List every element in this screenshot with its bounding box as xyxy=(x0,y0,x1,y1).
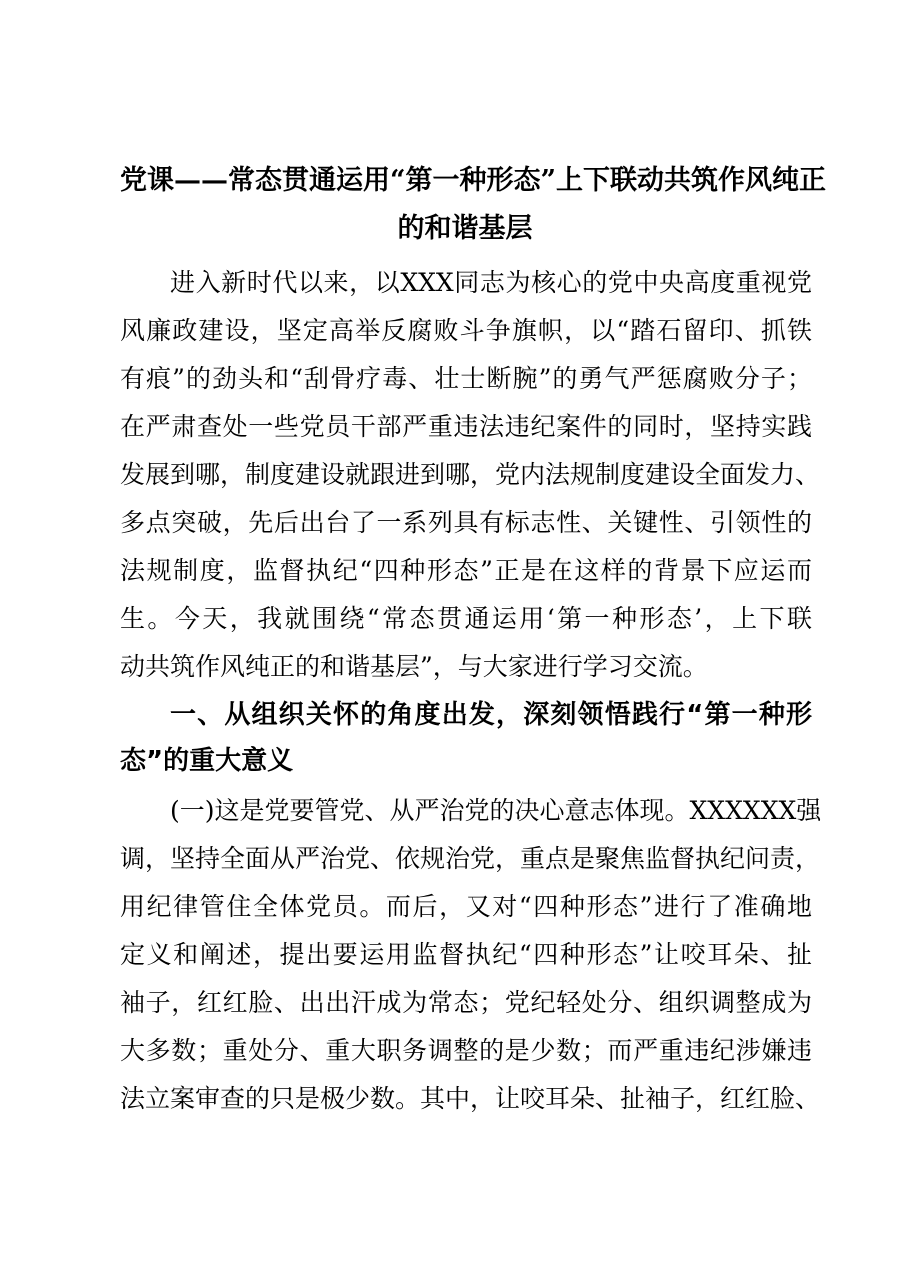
document-title-line-1: 党课——常态贯通运用“第一种形态”上下联动共筑作风纯正 xyxy=(120,165,827,196)
intro-paragraph-line: 风廉政建设，坚定高举反腐败斗争旗帜，以“踏石留印、抓铁 xyxy=(120,316,812,345)
document-title-line-2: 的和谐基层 xyxy=(397,213,533,244)
subsection-paragraph-line: 法立案审查的只是极少数。其中，让咬耳朵、扯袖子，红红脸、 xyxy=(120,1084,821,1113)
intro-paragraph-line: 法规制度，监督执纪“四种形态”正是在这样的背景下应运而 xyxy=(120,556,812,585)
intro-paragraph-line: 进入新时代以来，以XXX同志为核心的党中央高度重视党 xyxy=(170,268,812,297)
intro-paragraph-line: 有痕”的劲头和“刮骨疗毒、壮士断腕”的勇气严惩腐败分子； xyxy=(120,364,812,393)
intro-paragraph-line: 发展到哪，制度建设就跟进到哪，党内法规制度建设全面发力、 xyxy=(120,460,821,489)
section-heading-line-1: 一、从组织关怀的角度出发，深刻领悟践行“第一种形 xyxy=(170,700,812,730)
intro-paragraph-line: 在严肃查处一些党员干部严重违法违纪案件的同时，坚持实践 xyxy=(120,412,812,441)
subsection-paragraph-line: 定义和阐述，提出要运用监督执纪“四种形态”让咬耳朵、扯 xyxy=(120,940,812,969)
subsection-paragraph-line: 用纪律管住全体党员。而后，又对“四种形态”进行了准确地 xyxy=(120,892,812,921)
subsection-paragraph-line: 袖子，红红脸、出出汗成为常态；党纪轻处分、组织调整成为 xyxy=(120,988,812,1017)
section-heading-line-2: 态”的重大意义 xyxy=(120,746,294,776)
subsection-paragraph-line: 大多数；重处分、重大职务调整的是少数；而严重违纪涉嫌违 xyxy=(120,1036,812,1065)
subsection-paragraph-line: 调，坚持全面从严治党、依规治党，重点是聚焦监督执纪问责， xyxy=(120,844,821,873)
subsection-paragraph-line: (一)这是党要管党、从严治党的决心意志体现。XXXXXX强 xyxy=(170,796,822,825)
intro-paragraph-line: 动共筑作风纯正的和谐基层”，与大家进行学习交流。 xyxy=(120,652,708,681)
intro-paragraph-line: 多点突破，先后出台了一系列具有标志性、关键性、引领性的 xyxy=(120,508,812,537)
intro-paragraph-line: 生。今天，我就围绕“常态贯通运用‘第一种形态’，上下联 xyxy=(120,604,812,633)
